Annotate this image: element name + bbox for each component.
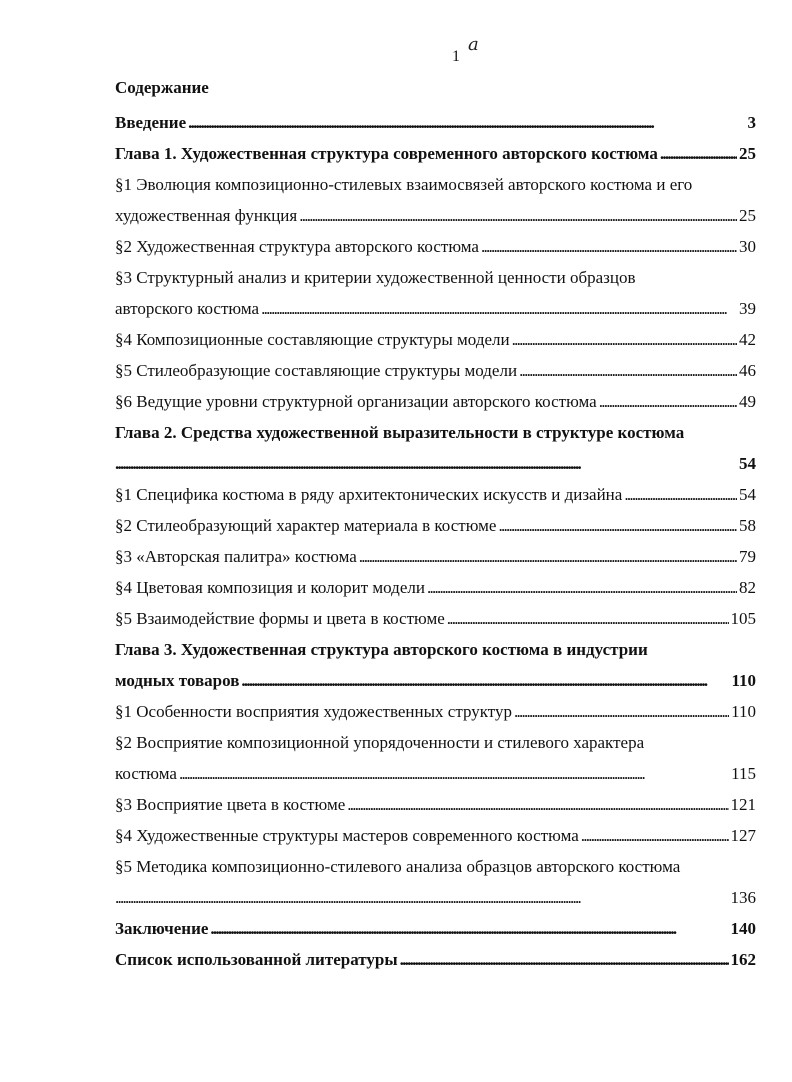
toc-entry-bibliography: Список использованной литературы . . . 162 [115, 944, 756, 975]
page-number: 1 [452, 48, 460, 65]
handwritten-mark: а [468, 34, 479, 55]
toc-entry-chapter-2-line1: Глава 2. Средства художественной выразительности в структуре костюма [115, 423, 685, 442]
toc-entry-ch3-s5: . . . 136 [115, 882, 756, 913]
toc-entry-ch3-s3: §3 Восприятие цвета в костюме . . . 121 [115, 789, 756, 820]
toc-entry-ch3-s5-line1: §5 Методика композиционно-стилевого анализа образцов авторского костюма [115, 857, 681, 876]
toc-entry-ch3-s4: §4 Художественные структуры мастеров современного костюма . . . 127 [115, 820, 756, 851]
toc-title: Содержание [115, 78, 209, 97]
toc-entry-ch1-s1-line1: §1 Эволюция композиционно-стилевых взаимосвязей авторского костюма и его [115, 175, 693, 194]
toc-entry-ch2-s4: §4 Цветовая композиция и колорит модели . . . 82 [115, 572, 756, 603]
toc-entry-ch1-s1: художественная функция . . . 25 [115, 200, 756, 231]
toc-entry-ch1-s2: §2 Художественная структура авторского костюма . . . 30 [115, 231, 756, 262]
toc-entry-ch3-s1: §1 Особенности восприятия художественных структур . . . 110 [115, 696, 756, 727]
toc-entry-ch2-s3: §3 «Авторская палитра» костюма . . . 79 [115, 541, 756, 572]
toc-entry-chapter-2: . . . 54 [115, 448, 756, 479]
toc-entry-ch1-s4: §4 Композиционные составляющие структуры модели . . . 42 [115, 324, 756, 355]
toc-entry-ch1-s6: §6 Ведущие уровни структурной организации авторского костюма . . . 49 [115, 386, 756, 417]
toc-entry-chapter-3-line1: Глава 3. Художественная структура авторского костюма в индустрии [115, 640, 648, 659]
toc-entry-conclusion: Заключение . . . 140 [115, 913, 756, 944]
table-of-contents [115, 107, 756, 975]
toc-entry-ch2-s5: §5 Взаимодействие формы и цвета в костюме . . . 105 [115, 603, 756, 634]
toc-entry-ch2-s1: §1 Специфика костюма в ряду архитектонических искусств и дизайна . . . 54 [115, 479, 756, 510]
toc-entry-chapter-1: Глава 1. Художественная структура современного авторского костюма . . . 25 [115, 138, 756, 169]
toc-entry-ch2-s2: §2 Стилеобразующий характер материала в костюме . . . 58 [115, 510, 756, 541]
toc-entry-ch1-s3: авторского костюма . . . 39 [115, 293, 756, 324]
toc-entry-ch3-s2-line1: §2 Восприятие композиционной упорядоченности и стилевого характера [115, 733, 645, 752]
toc-entry-ch1-s5: §5 Стилеобразующие составляющие структуры модели . . . 46 [115, 355, 756, 386]
toc-entry-ch1-s3-line1: §3 Структурный анализ и критерии художественной ценности образцов [115, 268, 636, 287]
toc-entry-intro: Введение . . . 3 [115, 107, 756, 138]
toc-entry-chapter-3: модных товаров . . . 110 [115, 665, 756, 696]
toc-entry-ch3-s2: костюма . . . 115 [115, 758, 756, 789]
